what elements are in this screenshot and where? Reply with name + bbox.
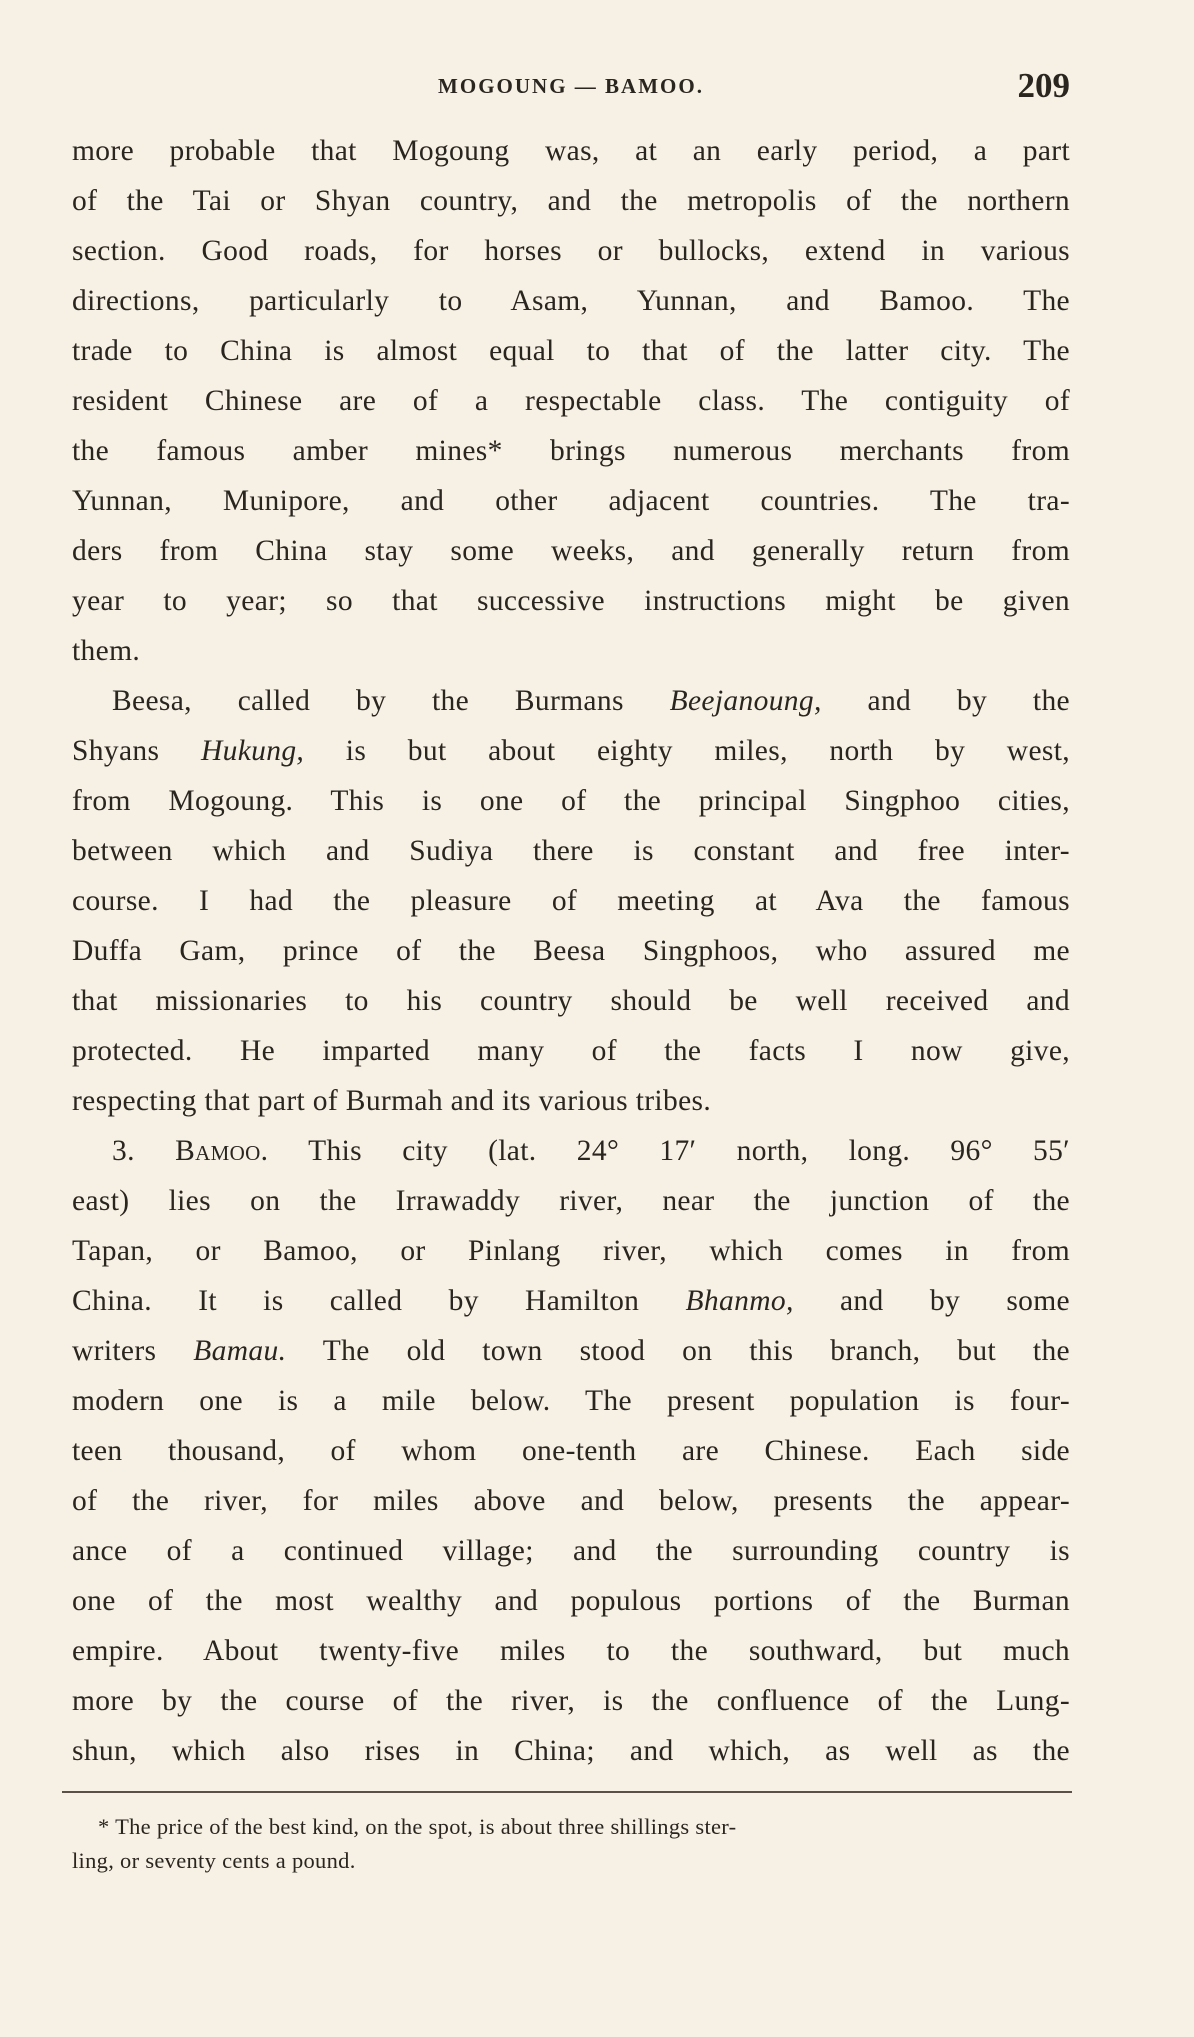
text-run: and by the — [821, 685, 1071, 717]
text-line: the famous amber mines* brings numerous merchants from — [72, 435, 1070, 467]
text-line: course. I had the pleasure of meeting at Ava the famous — [72, 885, 1070, 917]
running-head — [72, 66, 1070, 110]
text-line: directions, particularly to Asam, Yunnan, and Bamoo. The — [72, 285, 1070, 317]
text-line: section. Good roads, for horses or bullocks, extend in various — [72, 235, 1070, 267]
text-run: The old town stood on this branch, but the — [286, 1335, 1071, 1367]
text-line — [72, 1326, 1070, 1376]
footnote-line: ling, or seventy cents a pound. — [72, 1848, 356, 1873]
running-title: MOGOUNG — BAMOO. — [438, 74, 704, 98]
text-line: protected. He imparted many of the facts I now give, — [72, 1035, 1070, 1067]
text-line: ance of a continued village; and the surrounding country is — [72, 1535, 1070, 1567]
page-number: 209 — [1017, 66, 1070, 105]
text-line: shun, which also rises in China; and which, as well as the — [72, 1735, 1070, 1767]
text-line: more by the course of the river, is the confluence of the Lung- — [72, 1685, 1070, 1717]
italic-term: Hukung, — [200, 735, 305, 767]
text-line — [72, 726, 1070, 776]
text-line: of the river, for miles above and below, presents the appear- — [72, 1485, 1070, 1517]
text-run: This city (lat. 24° 17′ north, long. 96° 55′ — [268, 1135, 1070, 1167]
text-run: and by some — [793, 1285, 1070, 1317]
text-line: resident Chinese are of a respectable class. The contiguity of — [72, 385, 1070, 417]
text-line: Tapan, or Bamoo, or Pinlang river, which comes in from — [72, 1235, 1070, 1267]
text-line: of the Tai or Shyan country, and the metropolis of the northern — [72, 185, 1070, 217]
text-line: east) lies on the Irrawaddy river, near the junction of the — [72, 1185, 1070, 1217]
body-text — [72, 126, 1070, 1776]
text-run: writers — [72, 1335, 194, 1367]
italic-term: Bhanmo, — [685, 1285, 794, 1317]
italic-term: Bamau. — [193, 1335, 287, 1367]
text-line: year to year; so that successive instructions might be given — [72, 585, 1070, 617]
text-run: Shyans — [72, 735, 201, 767]
text-line: Duffa Gam, prince of the Beesa Singphoos, who assured me — [72, 935, 1070, 967]
section-heading: Bamoo. — [175, 1135, 269, 1167]
text-line: between which and Sudiya there is constant and free inter- — [72, 835, 1070, 867]
text-line: empire. About twenty-five miles to the southward, but much — [72, 1635, 1070, 1667]
text-line: respecting that part of Burmah and its various tribes. — [72, 1085, 712, 1117]
footnote-divider — [62, 1791, 1072, 1793]
text-line: Yunnan, Munipore, and other adjacent countries. The tra- — [72, 485, 1070, 517]
text-line: that missionaries to his country should be well received and — [72, 985, 1070, 1017]
footnote-line: * The price of the best kind, on the spot, is about three shillings ster- — [98, 1814, 737, 1839]
text-line: from Mogoung. This is one of the principal Singphoo cities, — [72, 785, 1070, 817]
text-line: ders from China stay some weeks, and generally return from — [72, 535, 1070, 567]
text-line — [72, 1126, 1070, 1176]
text-run: is but about eighty miles, north by west, — [304, 735, 1070, 767]
text-line: trade to China is almost equal to that of the latter city. The — [72, 335, 1070, 367]
text-line — [72, 676, 1070, 726]
text-line: modern one is a mile below. The present population is four- — [72, 1385, 1070, 1417]
italic-term: Beejanoung, — [669, 685, 822, 717]
text-line: teen thousand, of whom one-tenth are Chinese. Each side — [72, 1435, 1070, 1467]
text-line: one of the most wealthy and populous portions of the Burman — [72, 1585, 1070, 1617]
section-number: 3. — [112, 1135, 176, 1167]
text-line: more probable that Mogoung was, at an early period, a part — [72, 135, 1070, 167]
text-run: Beesa, called by the Burmans — [112, 685, 670, 717]
footnote — [72, 1810, 1070, 1878]
text-line — [72, 1276, 1070, 1326]
text-line: them. — [72, 635, 141, 667]
text-run: China. It is called by Hamilton — [72, 1285, 686, 1317]
